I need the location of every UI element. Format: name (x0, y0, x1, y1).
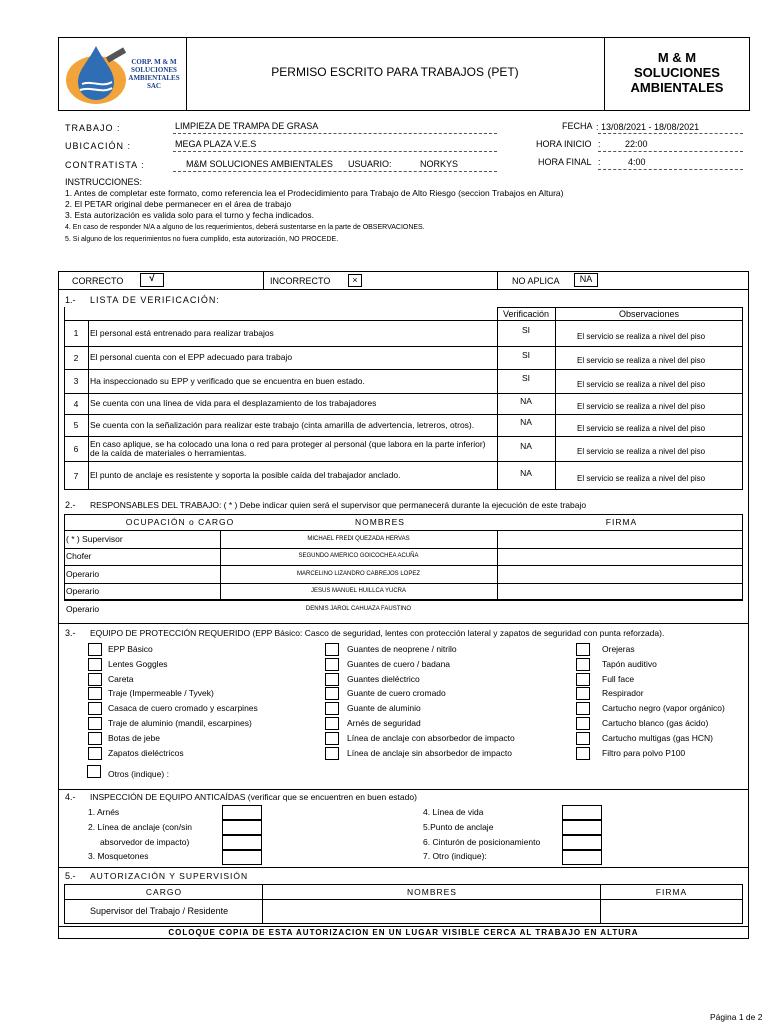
epp-checkbox[interactable] (576, 732, 590, 745)
epp-item: Cartucho negro (vapor orgánico) (602, 703, 725, 714)
responsable-cargo: Operario (66, 568, 100, 579)
responsable-nombre[interactable]: MICHAEL FREDI QUEZADA HERVAS (307, 535, 410, 542)
col-ocupacion-header: OCUPACIÓN o CARGO (125, 517, 235, 527)
ubicacion-label: UBICACIÓN : (65, 141, 132, 151)
section2-number: 2.- (65, 500, 76, 510)
responsable-firma-cell[interactable] (498, 530, 742, 547)
trabajo-value[interactable]: LIMPIEZA DE TRAMPA DE GRASA (175, 121, 319, 131)
checklist-row-observacion[interactable]: El servicio se realiza a nivel del piso (577, 379, 706, 389)
epp-item: Orejeras (602, 644, 635, 654)
checklist-row-text: El personal cuenta con el EPP adecuado para trabajo (90, 352, 293, 362)
logo-text-line: SAC (146, 82, 161, 90)
checklist-row-verificacion[interactable]: SI (521, 373, 531, 383)
hora-inicio-colon: : (598, 139, 601, 149)
contratista-underline (173, 171, 497, 172)
epp-item: Línea de anclaje sin absorbedor de impacto (347, 747, 512, 758)
logo-text-line: SOLUCIONES (131, 66, 177, 74)
checklist-row-number: 2 (73, 352, 79, 363)
epp-checkbox[interactable] (576, 673, 590, 686)
checklist-row-number: 1 (73, 328, 79, 338)
footer-note: COLOQUE COPIA DE ESTA AUTORIZACION EN UN LUGAR VISIBLE CERCA AL TRABAJO EN ALTURA (168, 928, 639, 937)
col-firma-header: FIRMA (655, 887, 688, 897)
checklist-row-number: 5 (73, 420, 79, 430)
fecha-value[interactable]: : 13/08/2021 - 18/08/2021 (596, 122, 700, 132)
inspeccion-item: 6. Cinturón de posicionamiento (423, 837, 541, 847)
section3-title: EQUIPO DE PROTECCIÓN REQUERIDO (EPP Básico: Casco de seguridad, lentes con protección lateral y zapatos de seguridad con punta reforzada). (90, 628, 665, 638)
otros-checkbox[interactable] (87, 765, 101, 778)
responsable-nombre[interactable]: DENNIS JAROL CAHUAZA FAUSTINO (305, 605, 412, 612)
fecha-label: FECHA (562, 121, 593, 131)
instruction-item: 3. Esta autorización es valida solo para el turno y fecha indicados. (65, 210, 315, 220)
section4-title: INSPECCIÓN DE EQUIPO ANTICAÍDAS (verificar que se encuentren en buen estado) (90, 792, 417, 802)
epp-item: Cartucho blanco (gas ácido) (602, 718, 709, 728)
inspeccion-box[interactable] (222, 805, 262, 820)
epp-checkbox[interactable] (325, 747, 339, 760)
inspeccion-item: 3. Mosquetones (88, 851, 149, 861)
epp-item: Guantes dieléctrico (347, 673, 420, 684)
col-nombres-header: NOMBRES (355, 517, 405, 527)
checklist-row-number: 3 (73, 376, 79, 386)
section3-number: 3.- (65, 628, 76, 638)
epp-item: Zapatos dieléctricos (108, 747, 184, 758)
responsable-firma-cell[interactable] (498, 583, 742, 600)
page-number: Página 1 de 2 (710, 1012, 763, 1022)
checklist-row-verificacion[interactable]: SI (521, 349, 531, 360)
legend-correcto: CORRECTO (72, 276, 124, 286)
checklist-row-verificacion[interactable]: NA (520, 467, 532, 478)
checklist-row-number: 7 (73, 470, 79, 481)
inspeccion-box[interactable] (222, 835, 262, 850)
epp-checkbox[interactable] (88, 673, 102, 686)
epp-checkbox[interactable] (576, 658, 590, 671)
epp-item: Lentes Goggles (108, 658, 168, 669)
responsable-firma-cell[interactable] (498, 600, 742, 617)
document-title: PERMISO ESCRITO PARA TRABAJOS (PET) (271, 65, 519, 79)
epp-checkbox[interactable] (88, 732, 102, 745)
epp-checkbox[interactable] (325, 658, 339, 671)
epp-item: Guante de cuero cromado (347, 688, 446, 699)
checklist-row-text: Se cuenta con una línea de vida para el desplazamiento de los trabajadores (90, 398, 377, 408)
checklist-row-verificacion[interactable]: NA (520, 440, 532, 451)
checklist-row-verificacion[interactable]: NA (520, 417, 532, 427)
inspeccion-item: 4. Línea de vida (423, 807, 484, 817)
checklist-row-observacion[interactable]: El servicio se realiza a nivel del piso (577, 423, 706, 433)
epp-item: Arnés de seguridad (347, 718, 421, 728)
contratista-value[interactable]: M&M SOLUCIONES AMBIENTALES (186, 159, 333, 169)
epp-checkbox[interactable] (88, 717, 102, 730)
section5-number: 5.- (65, 871, 76, 881)
section1-number: 1.- (65, 295, 76, 305)
responsable-cargo: Chofer (66, 551, 92, 561)
epp-checkbox[interactable] (88, 658, 102, 671)
epp-checkbox[interactable] (88, 687, 102, 700)
autorizacion-firma-cell[interactable] (601, 900, 742, 923)
epp-checkbox[interactable] (576, 687, 590, 700)
epp-checkbox[interactable] (576, 643, 590, 656)
checklist-row-observacion[interactable]: El servicio se realiza a nivel del piso (577, 356, 706, 365)
legend-incorrecto: INCORRECTO (270, 276, 331, 286)
inspeccion-box[interactable] (222, 820, 262, 835)
company-name-line: M & M (657, 50, 697, 65)
responsable-nombre[interactable]: SEGUNDO AMERICO GOICOCHEA ACUÑA (298, 553, 419, 559)
epp-item: Línea de anclaje con absorbedor de impacto (347, 732, 515, 743)
inspeccion-item: 2. Línea de anclaje (con/sin (88, 822, 192, 832)
legend-bottom-line (58, 289, 749, 290)
responsable-cargo: ( * ) Supervisor (66, 533, 123, 544)
hora-final-underline (598, 169, 743, 170)
company-name (604, 50, 750, 95)
usuario-value[interactable]: NORKYS (420, 159, 459, 169)
inspeccion-item: 7. Otro (indique): (423, 851, 487, 861)
inspeccion-item: 1. Arnés (88, 807, 120, 817)
epp-checkbox[interactable] (88, 747, 102, 760)
company-name-line: SOLUCIONES (634, 65, 720, 80)
epp-item: Cartucho multigas (gas HCN) (602, 732, 714, 743)
section5-title: AUTORIZACIÓN Y SUPERVISIÓN (90, 871, 249, 881)
section4-number: 4.- (65, 792, 76, 802)
epp-item: Guantes de neoprene / nitrilo (347, 644, 457, 654)
hora-inicio-value[interactable]: 22:00 (625, 139, 648, 149)
logo-text-line: CORP. M & M (131, 58, 177, 66)
checklist-row-verificacion[interactable]: SI (521, 325, 531, 335)
checklist-row-text: Ha inspeccionado su EPP y verificado que se encuentra en buen estado. (90, 375, 365, 386)
section-divider (58, 867, 749, 868)
autorizacion-cargo: Supervisor del Trabajo / Residente (90, 906, 229, 916)
epp-checkbox[interactable] (576, 747, 590, 760)
company-name-line: AMBIENTALES (630, 80, 724, 95)
ubicacion-underline (173, 151, 497, 152)
checklist-row-number: 4 (73, 398, 79, 409)
epp-checkbox[interactable] (325, 687, 339, 700)
section1-title: LISTA DE VERIFICACIÓN: (90, 295, 220, 305)
col-observaciones-header: Observaciones (618, 309, 680, 319)
checklist-row-number: 6 (73, 443, 79, 454)
legend-divider (497, 271, 498, 289)
checklist-col-line (555, 307, 556, 490)
epp-checkbox[interactable] (325, 732, 339, 745)
responsable-firma-cell[interactable] (498, 548, 742, 565)
col-verificacion-header: Verificación (502, 309, 550, 319)
inspeccion-box[interactable] (222, 850, 262, 865)
section-divider (58, 789, 749, 790)
epp-item: Traje de aluminio (mandil, escarpines) (108, 718, 252, 728)
section-divider (58, 623, 749, 624)
legend-no-aplica-mark: NA (579, 274, 593, 284)
legend-divider (263, 271, 264, 289)
epp-checkbox[interactable] (576, 717, 590, 730)
company-logo (62, 40, 184, 108)
inspeccion-box[interactable] (562, 820, 602, 835)
checklist-row-verificacion[interactable]: NA (520, 395, 532, 406)
hora-final-label: HORA FINAL (538, 157, 592, 167)
instructions-title: INSTRUCCIONES: (65, 177, 143, 187)
responsable-cargo: Operario (66, 586, 100, 596)
epp-item: Traje (Impermeable / Tyvek) (108, 688, 214, 699)
legend-correcto-mark: √ (149, 273, 155, 284)
epp-item: Casaca de cuero cromado y escarpines (108, 703, 258, 714)
epp-item: Full face (602, 673, 635, 684)
checklist-row-text: Se cuenta con la señalización para realizar este trabajo (cinta amarilla de advertencia, letreros, otros). (90, 419, 475, 430)
epp-checkbox[interactable] (325, 673, 339, 686)
instruction-item: 1. Antes de completar este formato, como referencia lea el Prodecidimiento para Trabajo de Alto Riesgo (seccion Trabajos en Altura) (65, 188, 564, 198)
epp-checkbox[interactable] (325, 643, 339, 656)
otros-label: Otros (indique) : (108, 769, 169, 779)
trabajo-label: TRABAJO : (65, 123, 121, 133)
hora-inicio-underline (598, 151, 743, 152)
hora-inicio-label: HORA INICIO (536, 139, 592, 149)
usuario-label: USUARIO: (348, 159, 392, 169)
inspeccion-item: absorvedor de impacto) (100, 837, 190, 847)
hora-final-value[interactable]: 4:00 (628, 157, 646, 167)
responsable-cargo: Operario (66, 603, 100, 614)
col-firma-header: FIRMA (605, 517, 638, 527)
inspeccion-box[interactable] (562, 805, 602, 820)
instruction-item: 4. En caso de responder N/A a alguno de los requerimientos, deberá sustentarse en la parte de OBSERVACIONES. (65, 224, 425, 231)
hora-final-colon: : (598, 157, 601, 167)
epp-item: Careta (108, 673, 134, 684)
trabajo-underline (173, 133, 497, 134)
epp-item: Tapón auditivo (602, 658, 657, 669)
contratista-label: CONTRATISTA : (65, 160, 145, 170)
checklist-row-observacion[interactable]: El servicio se realiza a nivel del piso (577, 402, 706, 411)
epp-item: Filtro para polvo P100 (602, 747, 686, 758)
checklist-row-observacion[interactable]: El servicio se realiza a nivel del piso (577, 474, 706, 483)
instruction-item: 2. El PETAR original debe permanecer en el área de trabajo (65, 199, 292, 209)
epp-checkbox[interactable] (325, 702, 339, 715)
checklist-row-text: El punto de anclaje es resistente y soporta la posible caída del trabajador anclado. (90, 470, 401, 480)
responsable-nombre[interactable]: MARCELINO LIZANDRO CABREJOS LOPEZ (296, 570, 421, 577)
epp-item: Guante de aluminio (347, 703, 421, 714)
checklist-header-top (497, 307, 743, 308)
checklist-row-text: El personal está entrenado para realizar trabajos (90, 327, 274, 338)
epp-checkbox[interactable] (88, 643, 102, 656)
legend-no-aplica: NO APLICA (512, 276, 560, 286)
epp-item: Respirador (602, 688, 644, 699)
epp-checkbox[interactable] (325, 717, 339, 730)
epp-item: Botas de jebe (108, 732, 160, 743)
inspeccion-item: 5.Punto de anclaje (423, 822, 494, 832)
inspeccion-box[interactable] (562, 850, 602, 865)
autorizacion-nombre-cell[interactable] (263, 900, 599, 923)
ubicacion-value[interactable]: MEGA PLAZA V.E.S (175, 139, 257, 149)
responsable-nombre[interactable]: JESUS MANUEL HUILLCA YUCRA (310, 588, 407, 594)
col-cargo-header: CARGO (145, 887, 183, 897)
inspeccion-box[interactable] (562, 835, 602, 850)
col-nombres-header: NOMBRES (407, 887, 457, 897)
epp-item: Guantes de cuero / badana (347, 658, 451, 669)
fecha-underline (598, 133, 743, 134)
epp-item: EPP Básico (108, 644, 153, 654)
instruction-item: 5. Si alguno de los requerimientos no fuera cumplido, esta autorización, NO PROCEDE. (65, 236, 339, 243)
epp-checkbox[interactable] (576, 702, 590, 715)
section2-title: RESPONSABLES DEL TRABAJO: ( * ) Debe indicar quien será el supervisor que permanecerá durante la ejecución de este trabajo (90, 500, 587, 510)
epp-checkbox[interactable] (88, 702, 102, 715)
checklist-row-text: En caso aplique, se ha colocado una lona o red para proteger al personal (que labora en la parte inferior) de la caída de materiales o herramientas. (90, 438, 486, 458)
legend-incorrecto-mark: × (352, 275, 358, 285)
checklist-row-observacion[interactable]: El servicio se realiza a nivel del piso (577, 447, 706, 456)
checklist-row-observacion[interactable]: El servicio se realiza a nivel del piso (577, 331, 706, 341)
responsable-firma-cell[interactable] (498, 565, 742, 582)
logo-text-line: AMBIENTALES (128, 74, 180, 82)
